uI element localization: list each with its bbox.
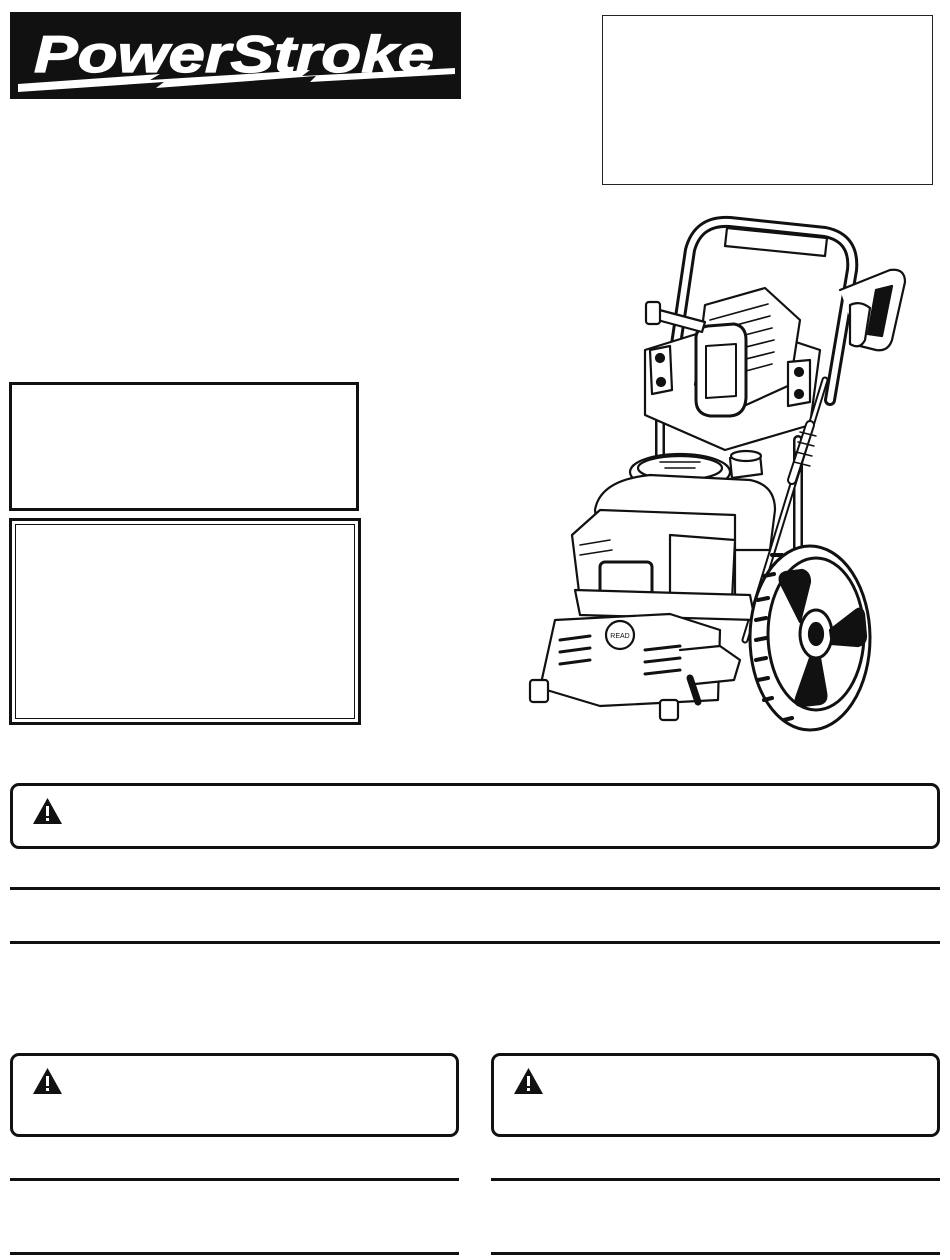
- warning-triangle-icon: [32, 797, 63, 825]
- warning-box-left: [10, 1053, 459, 1137]
- section-rule: [10, 887, 940, 890]
- model-info-box: [602, 15, 933, 185]
- notice-box-inner-border: [15, 524, 355, 719]
- warning-triangle-icon: [513, 1067, 544, 1095]
- column-rule: [10, 1252, 459, 1255]
- logo-graphic: [10, 12, 461, 99]
- warning-box-right: [491, 1053, 940, 1137]
- column-rule: [491, 1252, 940, 1255]
- pump-label: READ: [610, 633, 630, 640]
- section-rule: [10, 941, 940, 944]
- column-rule: [10, 1178, 459, 1181]
- warning-box-top: [10, 783, 940, 849]
- notice-box: [9, 518, 361, 725]
- pressure-washer-illustration: [520, 210, 940, 735]
- logo-wordmark: PowerStroke: [34, 26, 434, 84]
- brand-logo: [10, 12, 461, 99]
- column-rule: [491, 1178, 940, 1181]
- info-box: [9, 382, 359, 511]
- warning-triangle-icon: [32, 1067, 63, 1095]
